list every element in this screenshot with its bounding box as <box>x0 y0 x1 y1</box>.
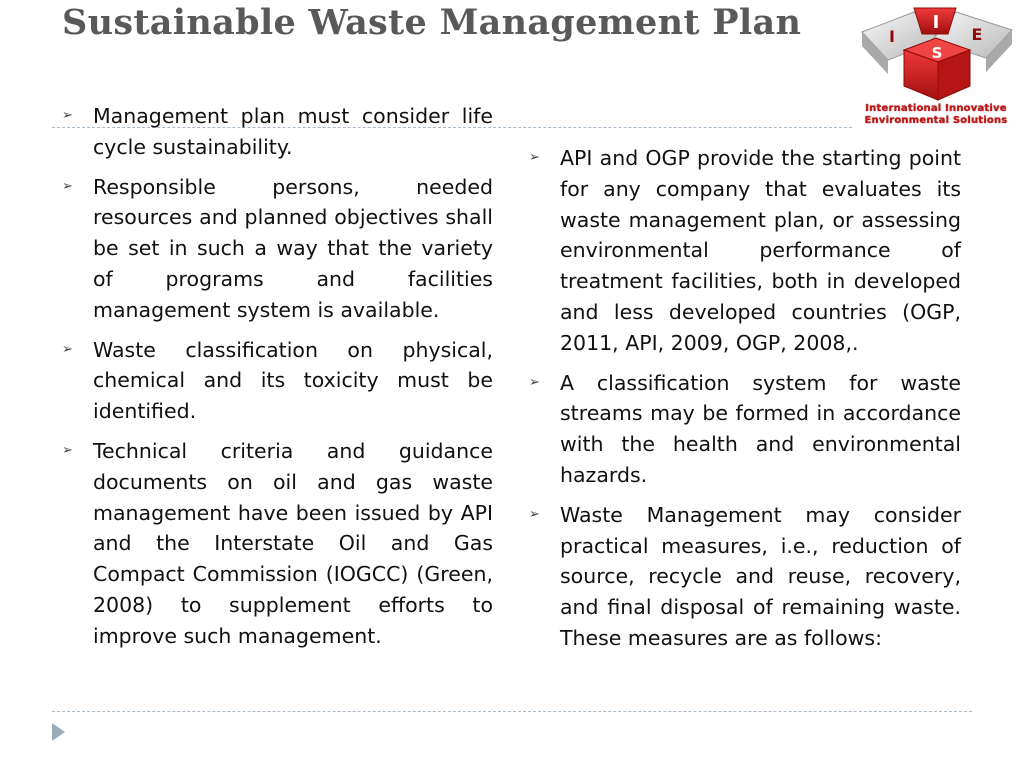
bullet-text: A classification system for waste streams may be formed in accordance with the health and environmental hazards. <box>560 370 961 487</box>
bullet-item <box>529 500 961 654</box>
bullet-arrow-icon: ➢ <box>529 374 540 390</box>
bullet-text: Waste Management may consider practical measures, i.e., reduction of source, recycle and reuse, recovery, and final disposal of remaining waste. These measures are as follows: <box>560 502 961 650</box>
right-bullet-list <box>529 143 961 663</box>
left-bullet-list <box>62 101 493 661</box>
logo-caption-line-1: International Innovative <box>865 103 1007 114</box>
logo-letter-1: I <box>932 12 940 33</box>
bullet-item <box>529 143 961 359</box>
bullet-text: API and OGP provide the starting point for any company that evaluates its waste management plan, or assessing environmental performance of treatment facilities, both in developed and less developed countries (OGP, 2011, API, 2009, OGP, 2008,. <box>560 146 961 355</box>
logo-letter-4: S <box>931 44 943 62</box>
bullet-text: Management plan must consider life cycle sustainability. <box>93 104 493 159</box>
bullet-arrow-icon: ➢ <box>62 178 73 194</box>
bullet-item <box>62 101 493 163</box>
slide-corner-arrow-icon <box>52 723 65 741</box>
bullet-item <box>62 436 493 652</box>
bullet-text: Responsible persons, needed resources and planned objectives shall be set in such a way that the variety of programs and facilities management system is available. <box>93 174 493 322</box>
bullet-text: Waste classification on physical, chemical and its toxicity must be identified. <box>93 337 493 424</box>
bullet-text: Technical criteria and guidance documents on oil and gas waste management have been issued by API and the Interstate Oil and Gas Compact Commission (IOGCC) (Green, 2008) to supplement efforts to improve such management. <box>93 438 493 648</box>
slide-title: Sustainable Waste Management Plan <box>62 2 802 43</box>
logo-letter-2: I <box>889 27 895 46</box>
bullet-arrow-icon: ➢ <box>529 506 540 522</box>
bullet-item <box>62 172 493 326</box>
bullet-item <box>529 368 961 491</box>
bullet-arrow-icon: ➢ <box>62 341 73 357</box>
logo-letter-3: E <box>971 25 983 44</box>
bullet-arrow-icon: ➢ <box>529 150 540 165</box>
logo-caption-line-2: Environmental Solutions <box>864 115 1008 126</box>
bullet-item <box>62 335 493 427</box>
footer-divider <box>52 711 972 712</box>
bullet-arrow-icon: ➢ <box>62 108 73 123</box>
logo-caption <box>852 103 1020 127</box>
bullet-arrow-icon: ➢ <box>62 442 73 458</box>
